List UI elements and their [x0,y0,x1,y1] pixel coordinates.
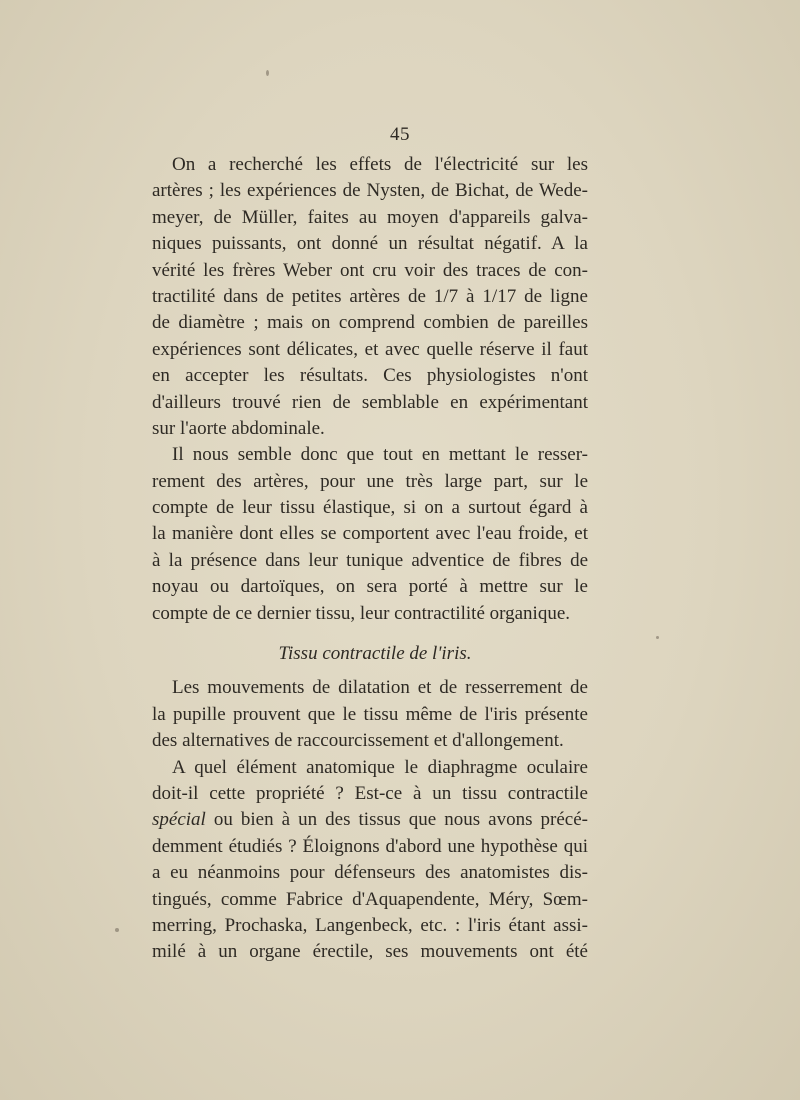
text-line: Les mouvements de dilatation et de resserrement de [172,677,588,699]
text-line: compte de ce dernier tissu, leur contractilité organique. [152,602,571,624]
text-line: à la présence dans leur tunique adventice de fibres de [152,549,588,571]
paragraph-electricity-arteries [152,152,588,442]
paper-speck [656,636,659,639]
text-line: a eu néanmoins pour défenseurs des anatomistes dis- [152,862,588,884]
paper-speck [266,70,269,76]
text-line: en accepter les résultats. Ces physiologistes n'ont [152,365,588,387]
paper-speck [115,928,119,932]
text-line: la manière dont elles se comportent avec l'eau froide, et [152,523,588,545]
text-line: des alternatives de raccourcissement et d'allongement. [152,730,564,752]
text-line: noyau ou dartoïques, on sera porté à mettre sur le [152,576,588,598]
section-heading: Tissu contractile de l'iris. [278,643,472,665]
paragraph-arterial-contractility [152,442,588,627]
text-line: de diamètre ; mais on comprend combien de pareilles [152,312,588,334]
text-line: rement des artères, pour une très large part, sur le [152,470,588,492]
text-line: merring, Prochaska, Langenbeck, etc. : l'iris étant assi- [152,914,588,936]
text-line: meyer, de Müller, faites au moyen d'appareils galva- [152,206,588,228]
paragraph-pupil-movements [152,675,588,754]
text-line: demment étudiés ? Éloignons d'abord une hypothèse qui [152,835,588,857]
text-line: tingués, comme Fabrice d'Aquapendente, Méry, Sœm- [152,888,588,910]
text-line-special [152,807,588,833]
page-number: 45 [390,124,410,145]
text-line: la pupille prouvent que le tissu même de l'iris présente [152,703,588,725]
text-line: tractilité dans de petites artères de 1/7 à 1/17 de ligne [152,285,588,307]
text-line: Il nous semble donc que tout en mettant le resser- [172,444,588,466]
text-line-rest: ou bien à un des tissus que nous avons précé- [205,809,588,831]
text-line: d'ailleurs trouvé rien de semblable en expérimentant [152,391,588,413]
body-text [152,152,588,966]
emphasis-special: spécial [152,809,206,831]
text-line: artères ; les expériences de Nysten, de Bichat, de Wede- [152,180,588,202]
text-line: doit-il cette propriété ? Est-ce à un tissu contractile [152,782,588,804]
text-line: A quel élément anatomique le diaphragme oculaire [172,756,588,778]
text-line: expériences sont délicates, et avec quelle réserve il faut [152,338,588,360]
text-line: compte de leur tissu élastique, si on a surtout égard à [152,497,588,519]
text-line: niques puissants, ont donné un résultat négatif. A la [152,233,588,255]
text-line: vérité les frères Weber ont cru voir des traces de con- [152,259,588,281]
text-line: sur l'aorte abdominale. [152,417,325,439]
text-line: milé à un organe érectile, ses mouvements ont été [152,941,588,963]
text-line: On a recherché les effets de l'électricité sur les [172,154,588,175]
paragraph-iris-element [152,755,588,966]
